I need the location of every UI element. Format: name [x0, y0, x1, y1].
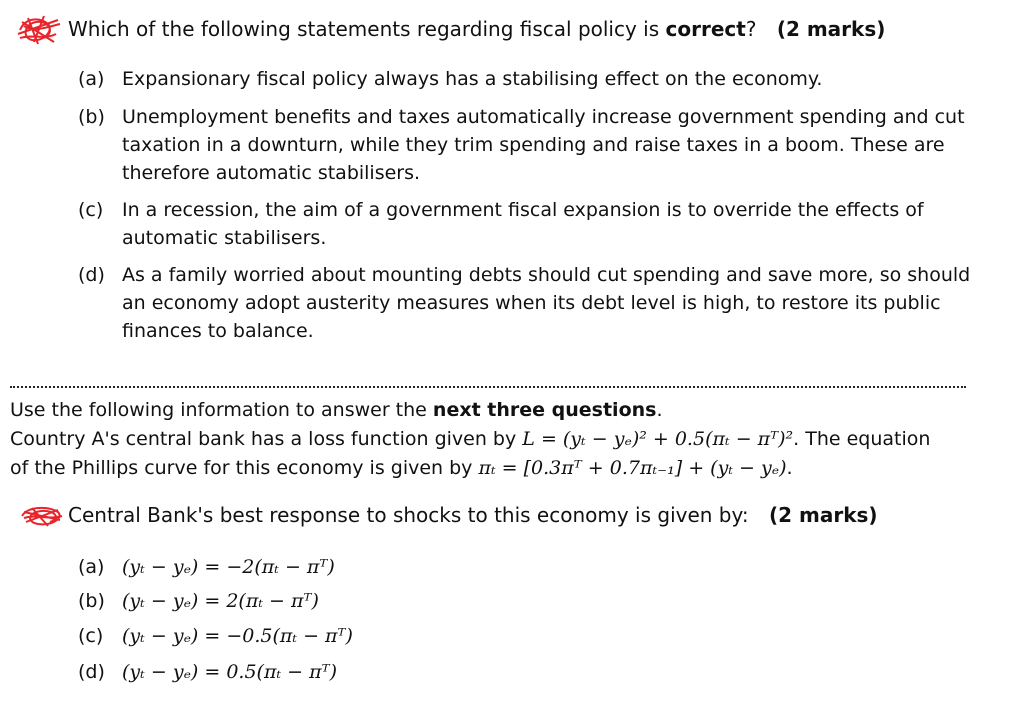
option-formula: (yₜ − yₑ) = −0.5(πₜ − πᵀ)	[122, 625, 353, 647]
question-2-option-d	[78, 660, 337, 684]
loss-function: L = (yₜ − yₑ)² + 0.5(πₜ − πᵀ)²	[522, 428, 794, 450]
option-formula: (yₜ − yₑ) = 2(πₜ − πᵀ)	[122, 590, 319, 612]
option-text: therefore automatic stabilisers.	[122, 162, 421, 184]
option-text: an economy adopt austerity measures when its debt level is high, to restore its public	[122, 292, 941, 314]
option-label: (a)	[78, 68, 105, 90]
option-text: Expansionary fiscal policy always has a stabilising effect on the economy.	[122, 68, 823, 90]
option-text: In a recession, the aim of a government fiscal expansion is to override the effects of	[122, 199, 924, 221]
stem-emphasis: correct	[665, 17, 746, 41]
marks-label: (2 marks)	[776, 17, 886, 41]
question-2-option-b	[78, 589, 319, 613]
option-text: Unemployment benefits and taxes automatically increase government spending and cut	[122, 106, 965, 128]
info-text: .	[786, 457, 793, 479]
option-text: taxation in a downturn, while they trim spending and raise taxes in a boom. These are	[122, 134, 945, 156]
info-line-1	[10, 398, 663, 422]
option-formula: (yₜ − yₑ) = −2(πₜ − πᵀ)	[122, 556, 335, 578]
option-label: (a)	[78, 556, 105, 578]
option-label: (d)	[78, 264, 105, 286]
question-2-option-c	[78, 624, 353, 648]
option-label: (d)	[78, 661, 105, 683]
dotted-divider	[10, 386, 966, 388]
option-text: As a family worried about mounting debts should cut spending and save more, so should	[122, 264, 971, 286]
question-2-stem	[68, 503, 878, 527]
option-label: (c)	[78, 199, 104, 221]
red-scribble-icon	[18, 502, 66, 530]
option-text: finances to balance.	[122, 320, 314, 342]
option-label: (c)	[78, 625, 104, 647]
stem-prefix: Which of the following statements regarding fiscal policy is	[68, 17, 666, 41]
stem-suffix: ?	[745, 17, 757, 41]
info-prefix: Use the following information to answer the	[10, 399, 433, 421]
info-line-3	[10, 456, 793, 480]
info-emphasis: next three questions	[432, 399, 657, 421]
info-text: of the Phillips curve for this economy is given by	[10, 457, 479, 479]
option-label: (b)	[78, 590, 105, 612]
info-suffix: .	[656, 399, 663, 421]
marks-label: (2 marks)	[768, 503, 878, 527]
question-2-option-a	[78, 555, 335, 579]
option-label: (b)	[78, 106, 105, 128]
option-text: automatic stabilisers.	[122, 227, 327, 249]
info-line-2	[10, 427, 930, 451]
red-scribble-icon	[14, 12, 66, 48]
option-formula: (yₜ − yₑ) = 0.5(πₜ − πᵀ)	[122, 661, 338, 683]
question-1-stem	[68, 17, 885, 41]
info-text: . The equation	[793, 428, 931, 450]
info-text: Country A's central bank has a loss function given by	[10, 428, 523, 450]
phillips-curve: πₜ = [0.3πᵀ + 0.7πₜ₋₁] + (yₜ − yₑ)	[478, 457, 787, 479]
stem-text: Central Bank's best response to shocks to this economy is given by:	[68, 503, 749, 527]
